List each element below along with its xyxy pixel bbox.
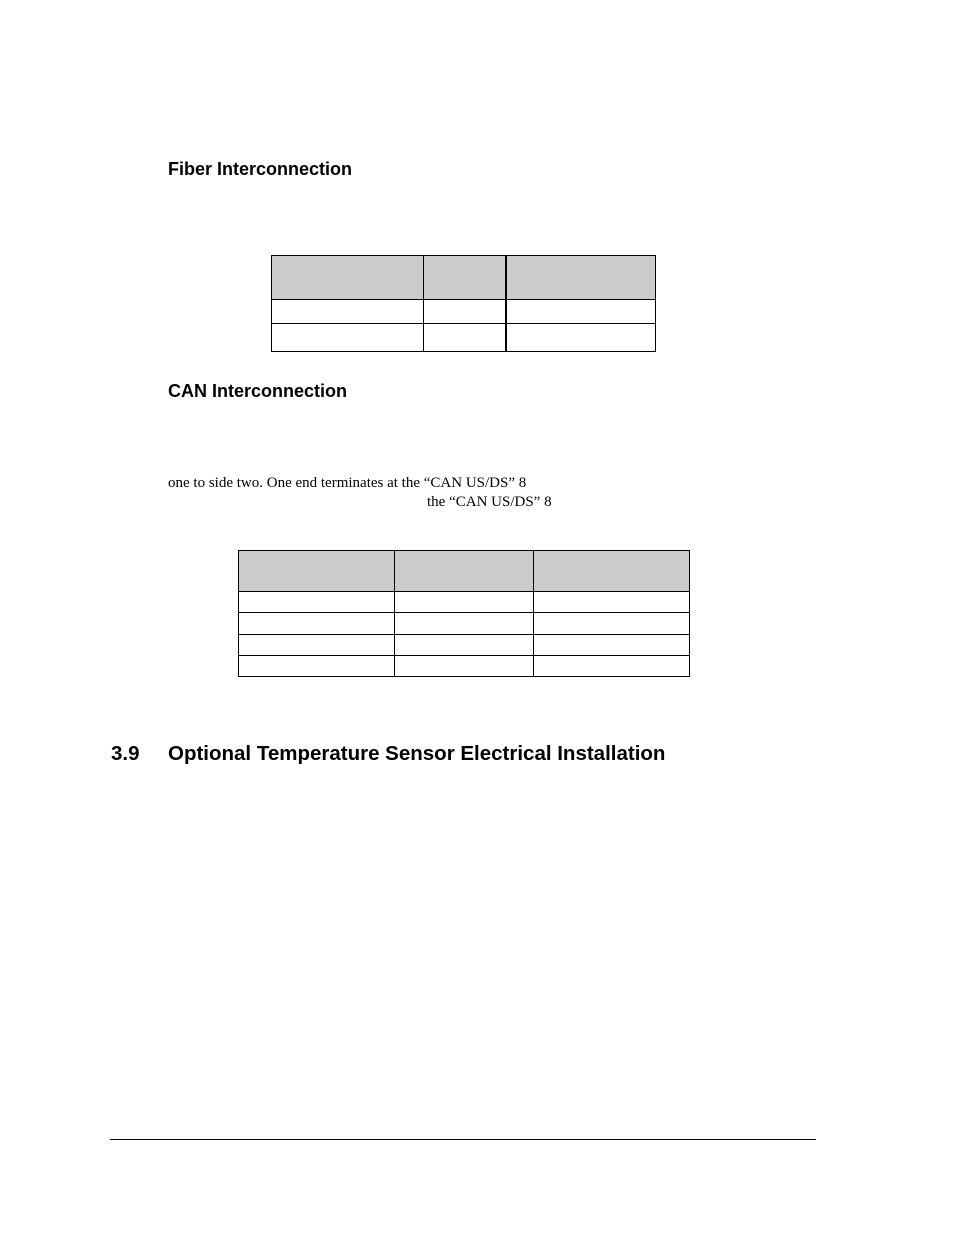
can-interconnection-heading: CAN Interconnection	[168, 381, 348, 401]
can-paragraph-line-1: one to side two. One end terminates at the “CAN US/DS” 8	[168, 475, 527, 491]
fiber-table-cell	[424, 324, 506, 352]
can-table-header-cell	[534, 551, 690, 592]
can-table-cell	[395, 656, 534, 677]
fiber-table	[271, 255, 656, 352]
can-table-cell	[534, 592, 690, 613]
can-table-cell	[534, 635, 690, 656]
can-table-cell	[395, 613, 534, 635]
can-table-cell	[395, 592, 534, 613]
table-row	[272, 324, 656, 352]
can-table	[238, 550, 690, 677]
table-row	[272, 300, 656, 324]
fiber-table-header-cell	[424, 256, 506, 300]
footer-rule	[110, 1139, 816, 1140]
fiber-table-cell	[272, 300, 424, 324]
fiber-table-cell	[272, 324, 424, 352]
fiber-table-header-cell	[506, 256, 656, 300]
fiber-interconnection-heading: Fiber Interconnection	[168, 159, 353, 179]
can-table-cell	[534, 656, 690, 677]
can-table-header-cell	[395, 551, 534, 592]
can-table-cell	[239, 613, 395, 635]
table-row	[239, 635, 690, 656]
can-table-cell	[239, 656, 395, 677]
can-paragraph-line-2: the “CAN US/DS” 8	[427, 494, 552, 510]
table-row	[239, 592, 690, 613]
table-row	[239, 656, 690, 677]
fiber-table-cell	[506, 324, 656, 352]
fiber-table-header-cell	[272, 256, 424, 300]
section-title: Optional Temperature Sensor Electrical Installation	[168, 742, 666, 765]
fiber-table-cell	[424, 300, 506, 324]
can-table-cell	[395, 635, 534, 656]
section-number: 3.9	[111, 742, 140, 765]
can-table-cell	[239, 635, 395, 656]
can-table-header-row	[239, 551, 690, 592]
table-row	[239, 613, 690, 635]
fiber-table-cell	[506, 300, 656, 324]
can-table-cell	[239, 592, 395, 613]
can-table-header-cell	[239, 551, 395, 592]
can-table-cell	[534, 613, 690, 635]
fiber-table-header-row	[272, 256, 656, 300]
